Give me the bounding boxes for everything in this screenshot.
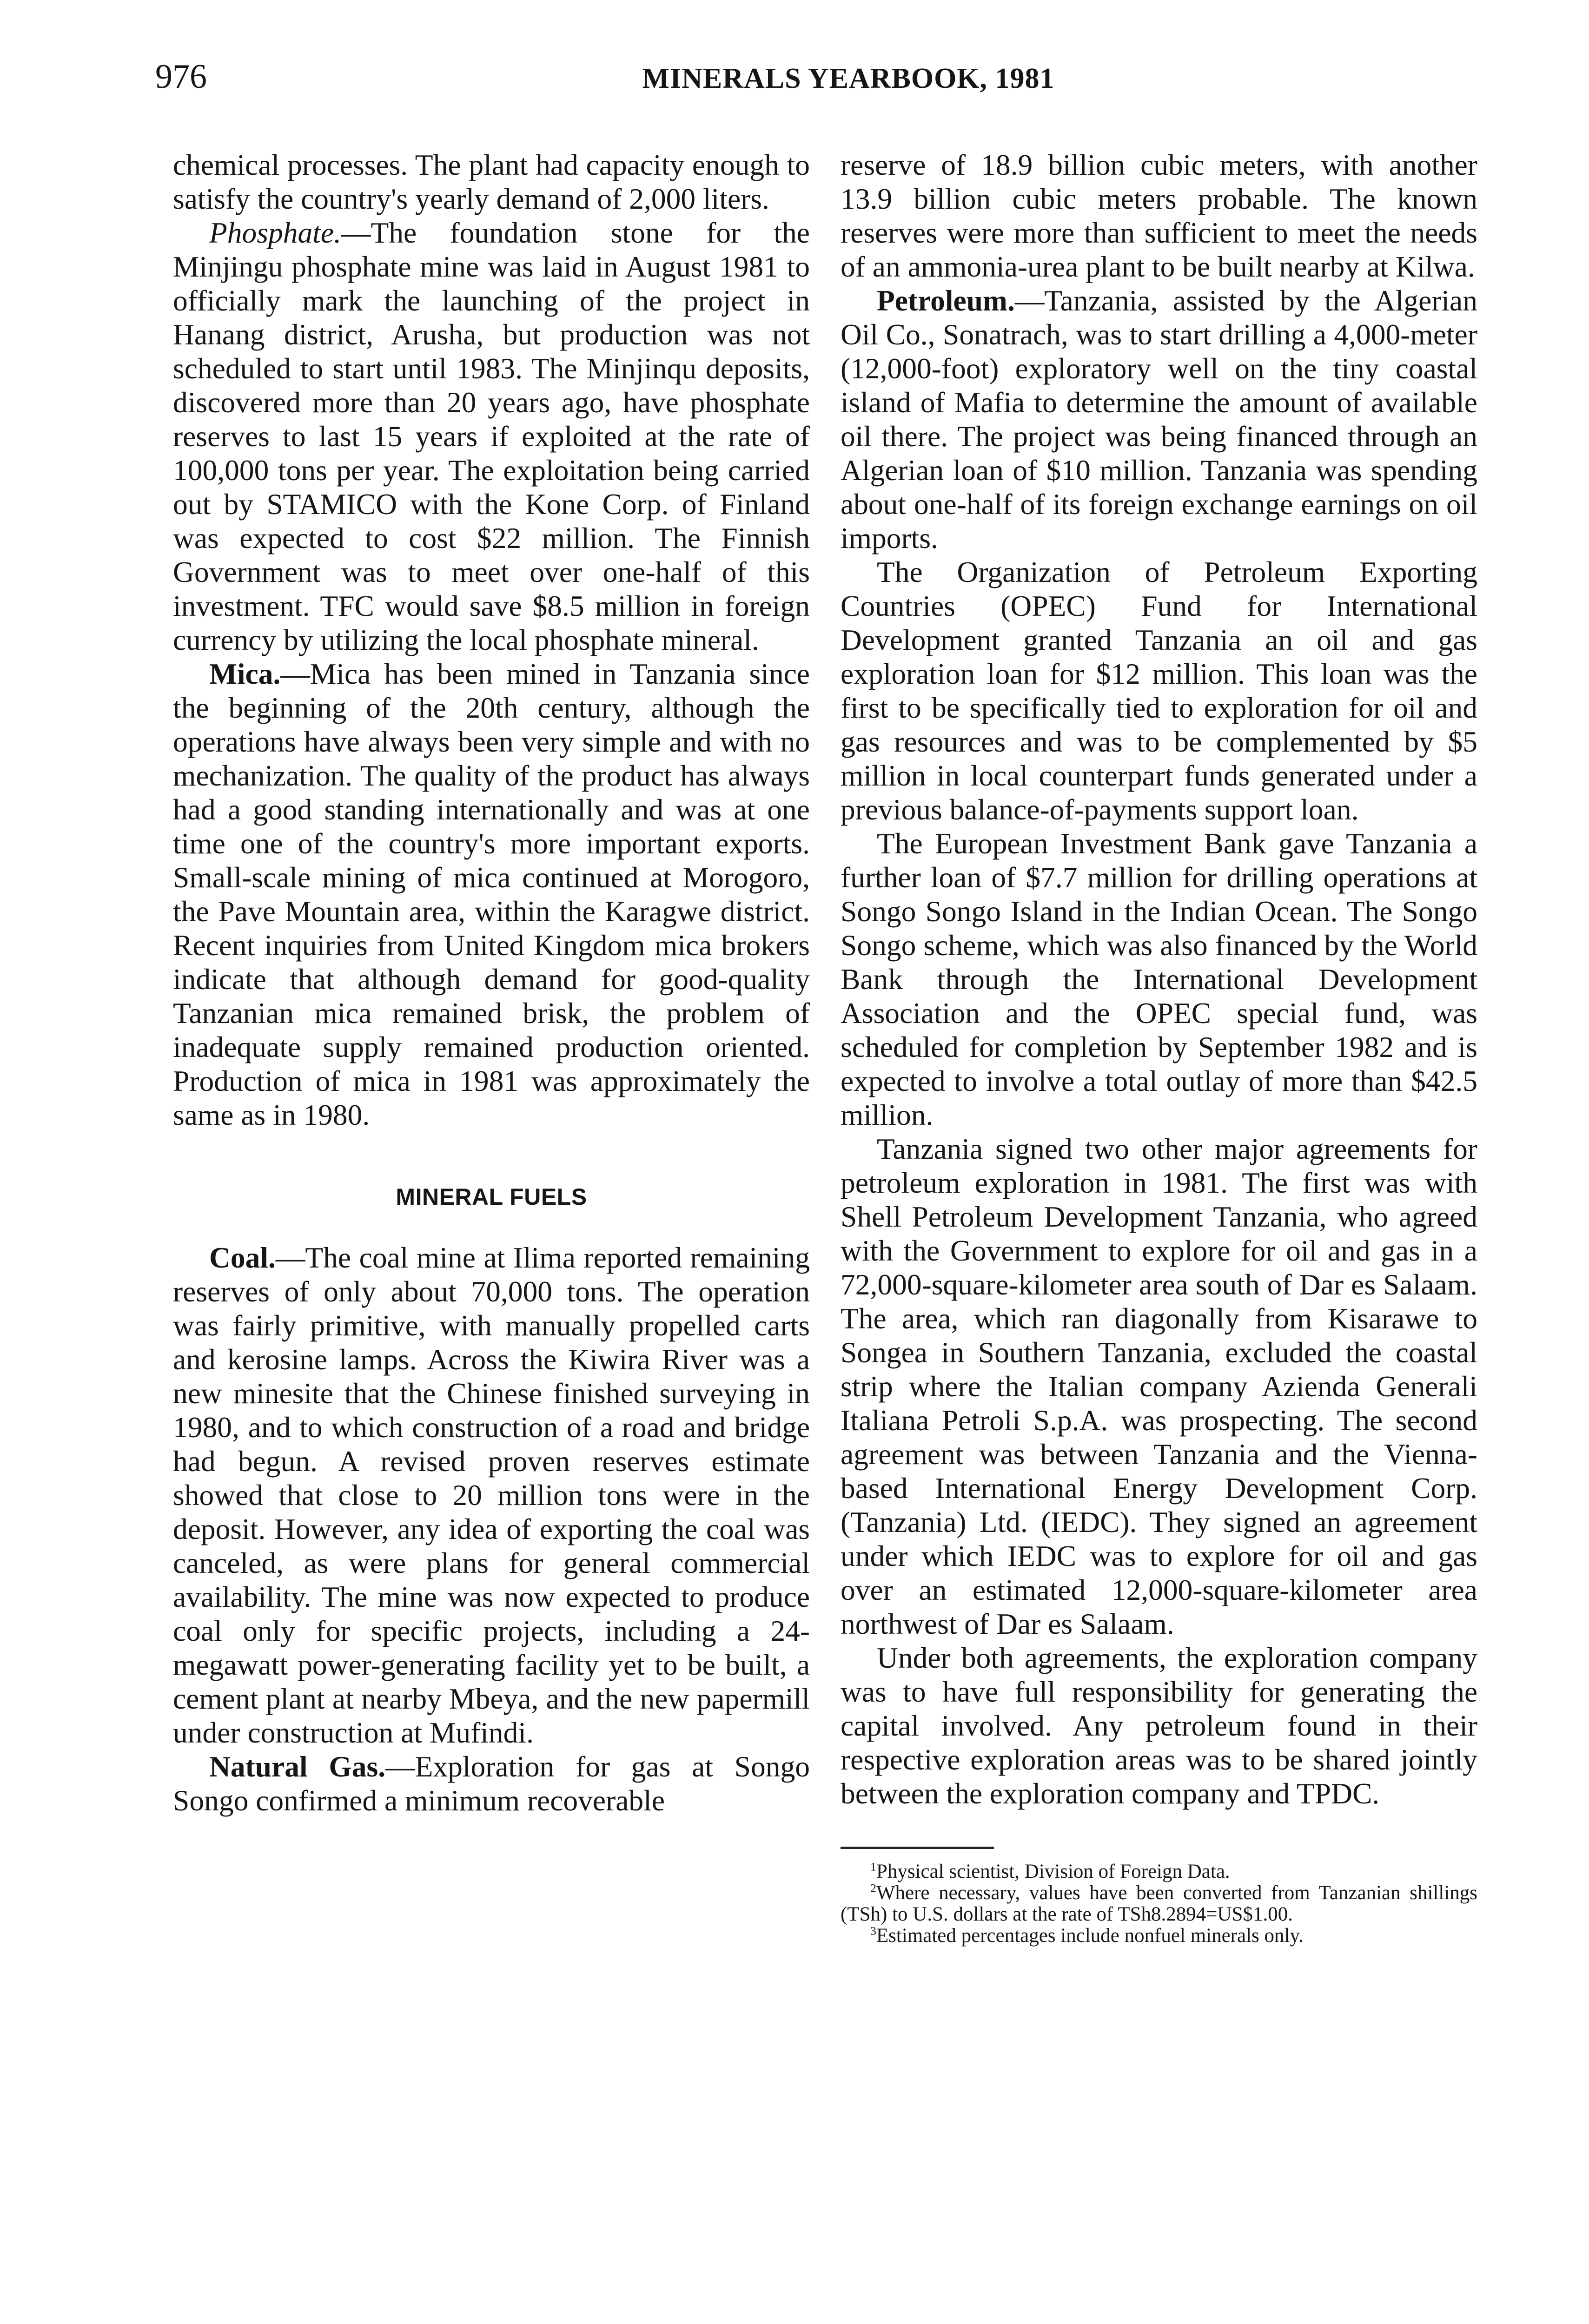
footnote (841, 1925, 1477, 1947)
phosphate-run-in-heading: Phosphate. (209, 216, 341, 249)
right-column (841, 148, 1477, 1947)
footnote-divider (841, 1847, 994, 1849)
footnote-text: Estimated percentages include nonfuel minerals only. (876, 1925, 1304, 1947)
paragraph-gas-reserves: reserve of 18.9 billion cubic meters, with another 13.9 billion cubic meters probable. The known reserves were more than sufficient to meet the needs of an ammonia-urea plant to be built nearby at Kilwa. (841, 148, 1477, 283)
paragraph-coal (173, 1241, 810, 1750)
petroleum-text: —Tanzania, assisted by the Algerian Oil Co., Sonatrach, was to start drilling a 4,000-meter (12,000-foot) exploratory well on the tiny coastal island of Mafia to determine the amount of available oil there. The project was being financed through an Algerian loan of $10 million. Tanzania was spending about one-half of its foreign exchange earnings on oil imports. (841, 284, 1477, 555)
paragraph-exploration-agreements: Tanzania signed two other major agreements for petroleum exploration in 1981. The first was with Shell Petroleum Development Tanzania, who agreed with the Government to explore for oil and gas in a 72,000-square-kilometer area south of Dar es Salaam. The area, which ran diagonally from Kisarawe to Songea in Southern Tanzania, excluded the coastal strip where the Italian company Azienda Generali Italiana Petroli S.p.A. was prospecting. The second agreement was between Tanzania and the Vienna-based International Energy Development Corp. (Tanzania) Ltd. (IEDC). They signed an agreement under which IEDC was to explore for oil and gas over an estimated 12,000-square-kilometer area northwest of Dar es Salaam. (841, 1132, 1477, 1640)
footnote-mark: 3 (870, 1924, 876, 1938)
paragraph-agreement-terms: Under both agreements, the exploration company was to have full responsibility for generating the capital involved. Any petroleum found in their respective exploration areas was to be shared jointly between the exploration company and TPDC. (841, 1641, 1477, 1810)
section-heading-mineral-fuels: MINERAL FUELS (396, 1184, 587, 1210)
petroleum-run-in-heading: Petroleum. (877, 284, 1015, 317)
footnote-text: Physical scientist, Division of Foreign Data. (876, 1861, 1230, 1882)
footnote-text: Where necessary, values have been converted from Tanzanian shillings (TSh) to U.S. dollars at the rate of TSh8.2894=US$1.00. (841, 1882, 1477, 1925)
mica-text: —Mica has been mined in Tanzania since the beginning of the 20th century, although the operations have always been very simple and with no mechanization. The quality of the product has always had a good standing internationally and was at one time one of the country's more important exports. Small-scale mining of mica continued at Morogoro, the Pave Mountain area, within the Karagwe district. Recent inquiries from United Kingdom mica brokers indicate that although demand for good-quality Tanzanian mica remained brisk, the problem of inadequate supply remained production oriented. Production of mica in 1981 was approximately the same as in 1980. (173, 657, 810, 1131)
left-column (173, 148, 810, 1817)
footnotes (841, 1861, 1477, 1947)
paragraph-opec-fund: The Organization of Petroleum Exporting Countries (OPEC) Fund for International Development granted Tanzania an oil and gas exploration loan for $12 million. This loan was the first to be specifically tied to exploration for oil and gas resources and was to be complemented by $5 million in local counterpart funds generated under a previous balance-of-payments support loan. (841, 555, 1477, 826)
coal-text: —The coal mine at Ilima reported remaining reserves of only about 70,000 tons. The operation was fairly primitive, with manually propelled carts and kerosine lamps. Across the Kiwira River was a new minesite that the Chinese finished surveying in 1980, and to which construction of a road and bridge had begun. A revised proven reserves estimate showed that close to 20 million tons were in the deposit. However, any idea of exporting the coal was canceled, as were plans for general commercial availability. The mine was now expected to produce coal only for specific projects, including a 24-megawatt power-generating facility yet to be built, a cement plant at nearby Mbeya, and the new papermill under construction at Mufindi. (173, 1241, 810, 1749)
footnote (841, 1861, 1477, 1882)
paragraph-chemical-processes: chemical processes. The plant had capacity enough to satisfy the country's yearly demand of 2,000 liters. (173, 148, 810, 215)
natural-gas-text: —Exploration for gas at Songo Songo confirmed a minimum recoverable (173, 1750, 810, 1817)
running-title: MINERALS YEARBOOK, 1981 (642, 63, 1055, 94)
footnote-mark: 1 (870, 1860, 876, 1874)
paragraph-mica (173, 657, 810, 1132)
mica-run-in-heading: Mica. (209, 657, 281, 690)
paragraph-petroleum (841, 284, 1477, 555)
footnote (841, 1882, 1477, 1925)
phosphate-text: —The foundation stone for the Minjingu phosphate mine was laid in August 1981 to officially mark the launching of the project in Hanang district, Arusha, but production was not scheduled to start until 1983. The Minjinqu deposits, discovered more than 20 years ago, have phosphate reserves to last 15 years if exploited at the rate of 100,000 tons per year. The exploitation being carried out by STAMICO with the Kone Corp. of Finland was expected to cost $22 million. The Finnish Government was to meet over one-half of this investment. TFC would save $8.5 million in foreign currency by utilizing the local phosphate mineral. (173, 216, 810, 656)
paragraph-european-investment-bank: The European Investment Bank gave Tanzania a further loan of $7.7 million for drilling operations at Songo Songo Island in the Indian Ocean. The Songo Songo scheme, which was also financed by the World Bank through the International Development Association and the OPEC special fund, was scheduled for completion by September 1982 and is expected to involve a total outlay of more than $42.5 million. (841, 827, 1477, 1131)
natural-gas-run-in-heading: Natural Gas. (209, 1750, 386, 1783)
paragraph-phosphate (173, 216, 810, 657)
paragraph-natural-gas (173, 1750, 810, 1817)
footnote-mark: 2 (870, 1881, 876, 1895)
coal-run-in-heading: Coal. (209, 1241, 276, 1274)
page-number: 976 (155, 58, 207, 96)
